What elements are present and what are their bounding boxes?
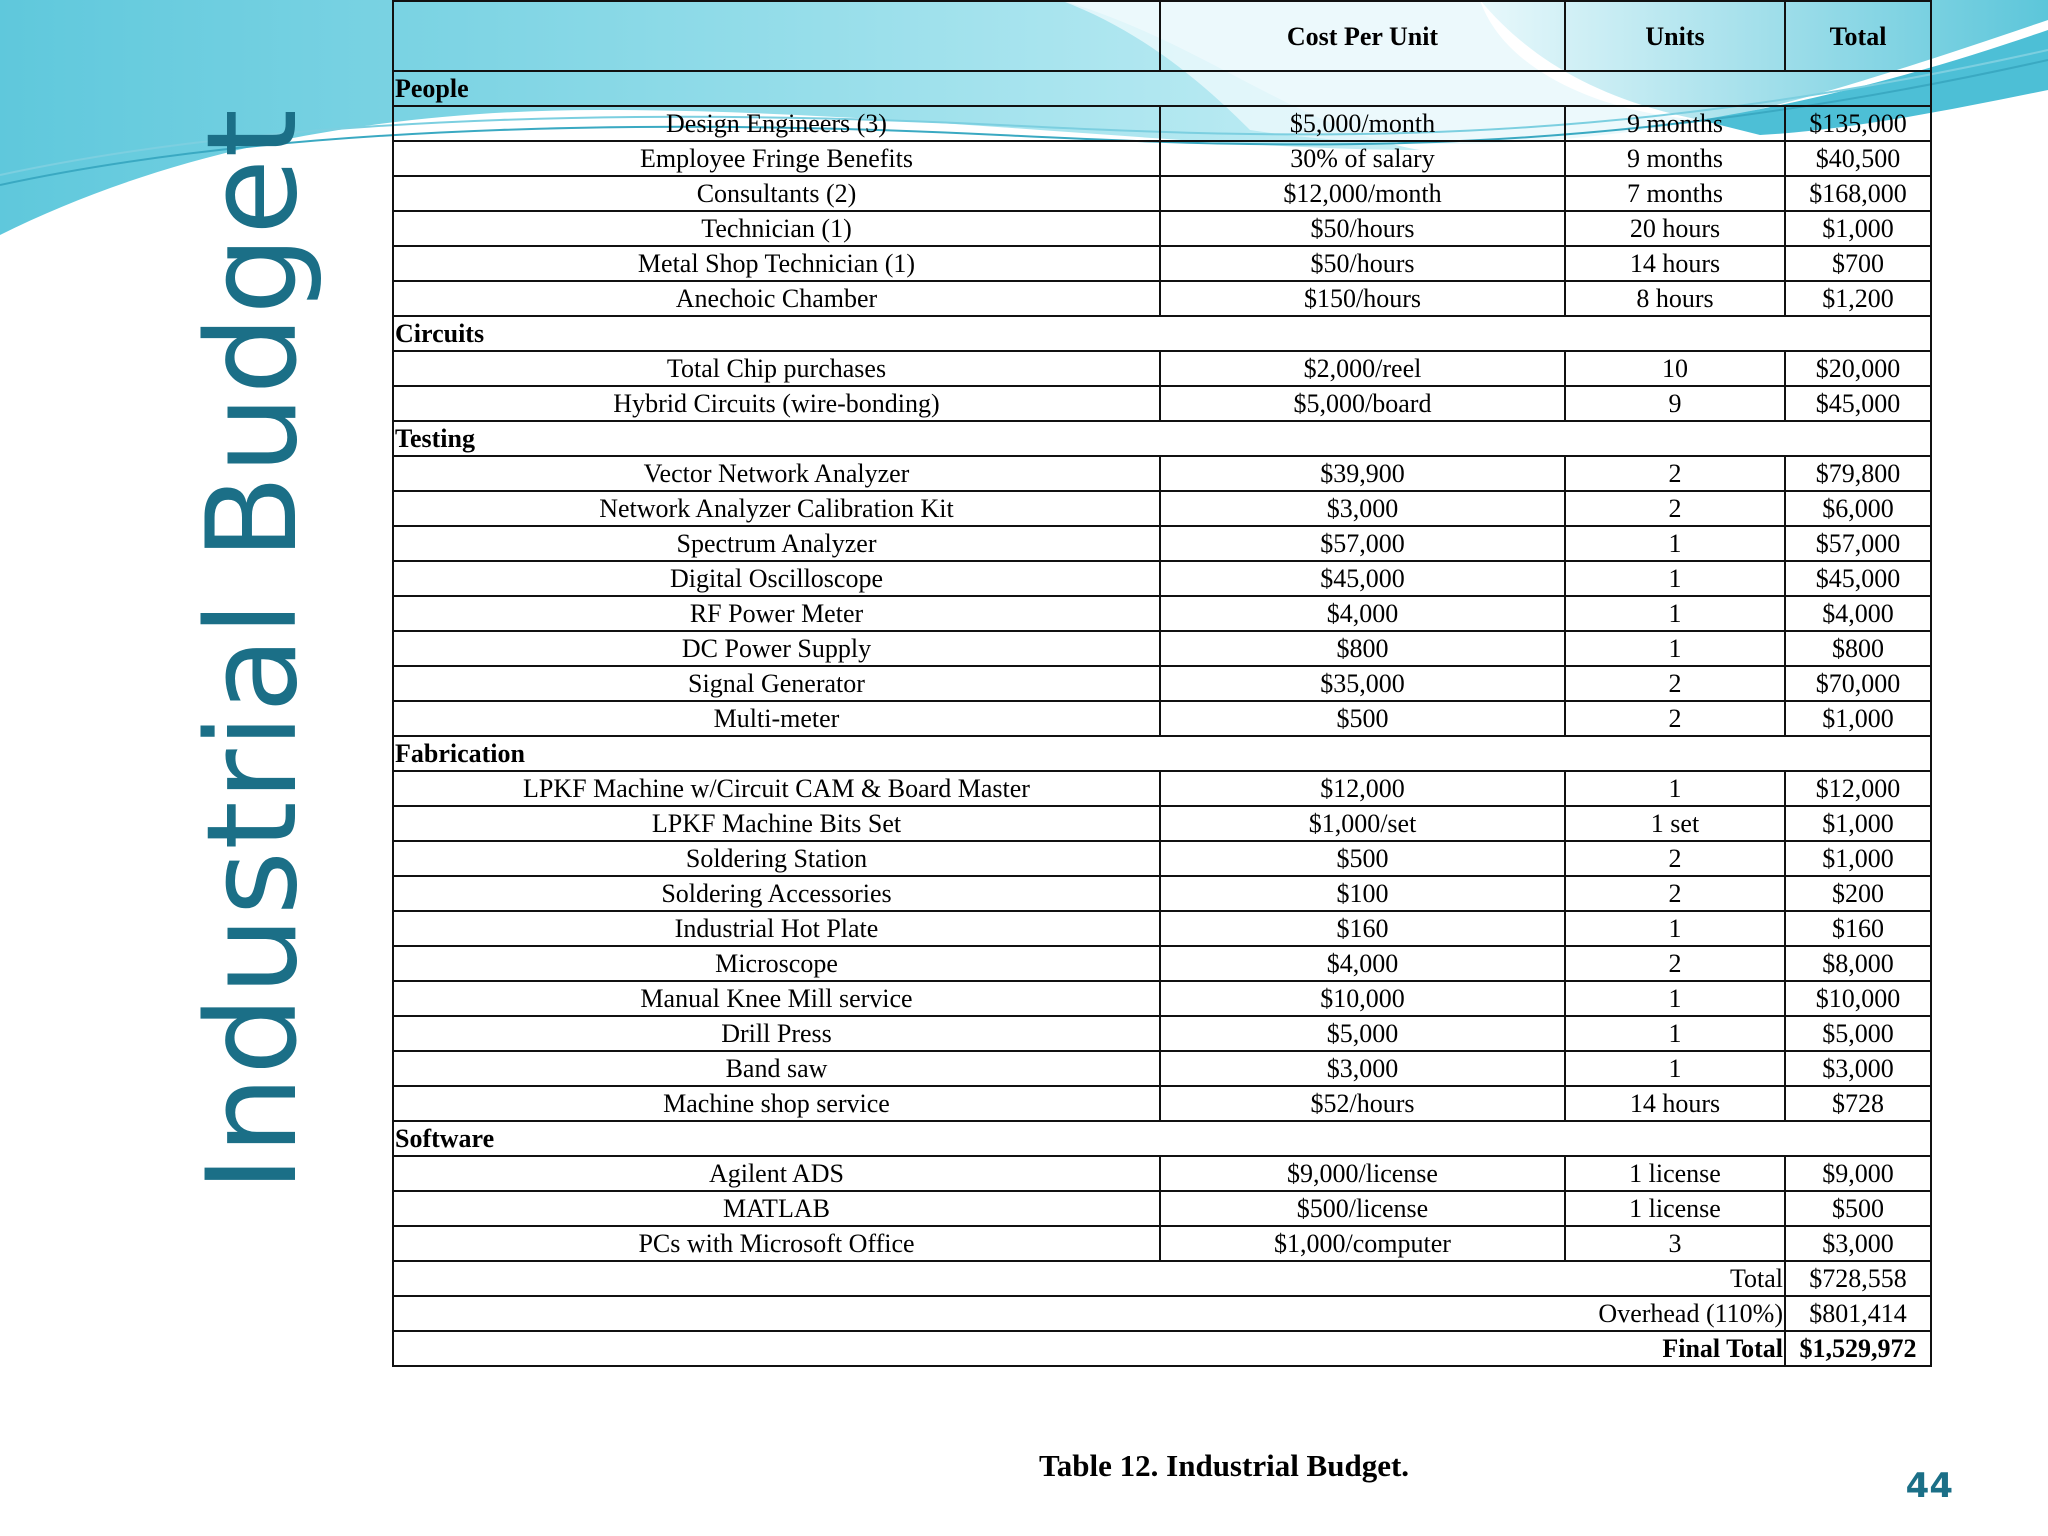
slide-title-vertical: Industrial Budget <box>181 108 325 1192</box>
cell-total: $1,000 <box>1785 211 1931 246</box>
cell-item-name: Consultants (2) <box>393 176 1160 211</box>
cell-cost-per-unit: $500/license <box>1160 1191 1565 1226</box>
cell-item-name: Multi-meter <box>393 701 1160 736</box>
cell-units: 20 hours <box>1565 211 1785 246</box>
cell-item-name: Total Chip purchases <box>393 351 1160 386</box>
cell-cost-per-unit: $5,000/month <box>1160 106 1565 141</box>
cell-total: $10,000 <box>1785 981 1931 1016</box>
cell-total: $1,000 <box>1785 806 1931 841</box>
section-label: People <box>393 71 1931 106</box>
cell-cost-per-unit: $35,000 <box>1160 666 1565 701</box>
table-row <box>393 666 1931 701</box>
cell-total: $160 <box>1785 911 1931 946</box>
cell-item-name: Anechoic Chamber <box>393 281 1160 316</box>
cell-total: $5,000 <box>1785 1016 1931 1051</box>
cell-total: $12,000 <box>1785 771 1931 806</box>
table-row <box>393 771 1931 806</box>
cell-total: $45,000 <box>1785 561 1931 596</box>
total-value: $728,558 <box>1785 1261 1931 1296</box>
cell-cost-per-unit: $150/hours <box>1160 281 1565 316</box>
cell-cost-per-unit: $12,000 <box>1160 771 1565 806</box>
cell-cost-per-unit: $9,000/license <box>1160 1156 1565 1191</box>
table-row <box>393 281 1931 316</box>
summary-row-overhead <box>393 1296 1931 1331</box>
table-row <box>393 631 1931 666</box>
cell-units: 10 <box>1565 351 1785 386</box>
cell-cost-per-unit: $4,000 <box>1160 946 1565 981</box>
cell-item-name: MATLAB <box>393 1191 1160 1226</box>
cell-total: $728 <box>1785 1086 1931 1121</box>
cell-item-name: LPKF Machine w/Circuit CAM & Board Master <box>393 771 1160 806</box>
cell-item-name: Hybrid Circuits (wire-bonding) <box>393 386 1160 421</box>
total-label: Total <box>393 1261 1785 1296</box>
final-total-value: $1,529,972 <box>1785 1331 1931 1366</box>
cell-total: $4,000 <box>1785 596 1931 631</box>
cell-units: 1 <box>1565 596 1785 631</box>
final-total-label: Final Total <box>393 1331 1785 1366</box>
cell-cost-per-unit: $10,000 <box>1160 981 1565 1016</box>
cell-item-name: Industrial Hot Plate <box>393 911 1160 946</box>
cell-total: $700 <box>1785 246 1931 281</box>
cell-units: 1 <box>1565 771 1785 806</box>
cell-item-name: Signal Generator <box>393 666 1160 701</box>
table-row <box>393 596 1931 631</box>
cell-units: 1 <box>1565 526 1785 561</box>
cell-cost-per-unit: 30% of salary <box>1160 141 1565 176</box>
cell-item-name: Manual Knee Mill service <box>393 981 1160 1016</box>
cell-item-name: Microscope <box>393 946 1160 981</box>
cell-units: 1 <box>1565 911 1785 946</box>
cell-units: 2 <box>1565 491 1785 526</box>
cell-units: 1 license <box>1565 1191 1785 1226</box>
cell-total: $70,000 <box>1785 666 1931 701</box>
cell-units: 2 <box>1565 666 1785 701</box>
page-number: 44 <box>1905 1466 1953 1506</box>
cell-units: 1 <box>1565 1051 1785 1086</box>
cell-item-name: Band saw <box>393 1051 1160 1086</box>
cell-total: $3,000 <box>1785 1051 1931 1086</box>
overhead-label: Overhead (110%) <box>393 1296 1785 1331</box>
table-row <box>393 351 1931 386</box>
cell-cost-per-unit: $100 <box>1160 876 1565 911</box>
summary-row-total <box>393 1261 1931 1296</box>
section-label: Software <box>393 1121 1931 1156</box>
cell-total: $500 <box>1785 1191 1931 1226</box>
table-row <box>393 211 1931 246</box>
table-row <box>393 1051 1931 1086</box>
table-row <box>393 1086 1931 1121</box>
cell-item-name: Spectrum Analyzer <box>393 526 1160 561</box>
table-row <box>393 176 1931 211</box>
cell-units: 2 <box>1565 841 1785 876</box>
cell-item-name: RF Power Meter <box>393 596 1160 631</box>
cell-item-name: Vector Network Analyzer <box>393 456 1160 491</box>
cell-units: 9 <box>1565 386 1785 421</box>
cell-total: $45,000 <box>1785 386 1931 421</box>
cell-cost-per-unit: $12,000/month <box>1160 176 1565 211</box>
cell-units: 1 <box>1565 981 1785 1016</box>
table-row <box>393 841 1931 876</box>
cell-units: 8 hours <box>1565 281 1785 316</box>
cell-item-name: PCs with Microsoft Office <box>393 1226 1160 1261</box>
table-row <box>393 946 1931 981</box>
header-cost-per-unit: Cost Per Unit <box>1160 1 1565 71</box>
cell-units: 14 hours <box>1565 246 1785 281</box>
table-row <box>393 106 1931 141</box>
cell-item-name: Soldering Accessories <box>393 876 1160 911</box>
cell-total: $200 <box>1785 876 1931 911</box>
header-units: Units <box>1565 1 1785 71</box>
table-row <box>393 701 1931 736</box>
cell-units: 9 months <box>1565 141 1785 176</box>
cell-item-name: Employee Fringe Benefits <box>393 141 1160 176</box>
cell-units: 1 <box>1565 1016 1785 1051</box>
table-row <box>393 141 1931 176</box>
cell-cost-per-unit: $2,000/reel <box>1160 351 1565 386</box>
section-row-fabrication <box>393 736 1931 771</box>
cell-units: 1 set <box>1565 806 1785 841</box>
table-caption-text: Table 12. Industrial Budget. <box>1038 1448 1410 1483</box>
cell-cost-per-unit: $3,000 <box>1160 1051 1565 1086</box>
section-row-software <box>393 1121 1931 1156</box>
cell-cost-per-unit: $45,000 <box>1160 561 1565 596</box>
header-item <box>393 1 1160 71</box>
cell-cost-per-unit: $160 <box>1160 911 1565 946</box>
cell-total: $3,000 <box>1785 1226 1931 1261</box>
cell-cost-per-unit: $800 <box>1160 631 1565 666</box>
overhead-value: $801,414 <box>1785 1296 1931 1331</box>
cell-cost-per-unit: $1,000/computer <box>1160 1226 1565 1261</box>
table-row <box>393 561 1931 596</box>
table-row <box>393 456 1931 491</box>
section-label: Circuits <box>393 316 1931 351</box>
table-row <box>393 526 1931 561</box>
cell-item-name: Soldering Station <box>393 841 1160 876</box>
cell-total: $800 <box>1785 631 1931 666</box>
table-row <box>393 1156 1931 1191</box>
cell-cost-per-unit: $3,000 <box>1160 491 1565 526</box>
cell-total: $20,000 <box>1785 351 1931 386</box>
cell-cost-per-unit: $500 <box>1160 841 1565 876</box>
cell-total: $135,000 <box>1785 106 1931 141</box>
section-row-people <box>393 71 1931 106</box>
cell-item-name: Machine shop service <box>393 1086 1160 1121</box>
cell-units: 3 <box>1565 1226 1785 1261</box>
table-row <box>393 1016 1931 1051</box>
cell-total: $57,000 <box>1785 526 1931 561</box>
cell-total: $1,000 <box>1785 701 1931 736</box>
cell-item-name: Digital Oscilloscope <box>393 561 1160 596</box>
cell-item-name: Network Analyzer Calibration Kit <box>393 491 1160 526</box>
table-row <box>393 386 1931 421</box>
table-row <box>393 491 1931 526</box>
cell-item-name: Agilent ADS <box>393 1156 1160 1191</box>
cell-cost-per-unit: $50/hours <box>1160 211 1565 246</box>
cell-units: 2 <box>1565 876 1785 911</box>
cell-item-name: Design Engineers (3) <box>393 106 1160 141</box>
cell-total: $1,000 <box>1785 841 1931 876</box>
cell-cost-per-unit: $39,900 <box>1160 456 1565 491</box>
cell-total: $168,000 <box>1785 176 1931 211</box>
cell-units: 2 <box>1565 456 1785 491</box>
cell-units: 2 <box>1565 946 1785 981</box>
cell-units: 14 hours <box>1565 1086 1785 1121</box>
section-row-testing <box>393 421 1931 456</box>
budget-table <box>392 0 1932 1367</box>
cell-item-name: LPKF Machine Bits Set <box>393 806 1160 841</box>
cell-cost-per-unit: $4,000 <box>1160 596 1565 631</box>
cell-item-name: Technician (1) <box>393 211 1160 246</box>
cell-cost-per-unit: $1,000/set <box>1160 806 1565 841</box>
cell-units: 7 months <box>1565 176 1785 211</box>
cell-cost-per-unit: $52/hours <box>1160 1086 1565 1121</box>
cell-units: 1 <box>1565 631 1785 666</box>
budget-table-body <box>393 71 1931 1366</box>
cell-units: 1 license <box>1565 1156 1785 1191</box>
header-total: Total <box>1785 1 1931 71</box>
table-header-row <box>393 1 1931 71</box>
cell-cost-per-unit: $57,000 <box>1160 526 1565 561</box>
cell-total: $79,800 <box>1785 456 1931 491</box>
cell-units: 2 <box>1565 701 1785 736</box>
cell-total: $6,000 <box>1785 491 1931 526</box>
cell-cost-per-unit: $5,000/board <box>1160 386 1565 421</box>
cell-cost-per-unit: $5,000 <box>1160 1016 1565 1051</box>
table-row <box>393 911 1931 946</box>
section-label: Fabrication <box>393 736 1931 771</box>
cell-total: $40,500 <box>1785 141 1931 176</box>
cell-item-name: Drill Press <box>393 1016 1160 1051</box>
cell-total: $9,000 <box>1785 1156 1931 1191</box>
cell-units: 9 months <box>1565 106 1785 141</box>
cell-units: 1 <box>1565 561 1785 596</box>
cell-cost-per-unit: $500 <box>1160 701 1565 736</box>
cell-cost-per-unit: $50/hours <box>1160 246 1565 281</box>
table-row <box>393 876 1931 911</box>
cell-item-name: DC Power Supply <box>393 631 1160 666</box>
table-row <box>393 1226 1931 1261</box>
table-row <box>393 981 1931 1016</box>
table-caption <box>0 1448 2048 1484</box>
cell-item-name: Metal Shop Technician (1) <box>393 246 1160 281</box>
section-label: Testing <box>393 421 1931 456</box>
table-row <box>393 1191 1931 1226</box>
cell-total: $8,000 <box>1785 946 1931 981</box>
table-row <box>393 246 1931 281</box>
table-row <box>393 806 1931 841</box>
summary-row-final-total <box>393 1331 1931 1366</box>
cell-total: $1,200 <box>1785 281 1931 316</box>
section-row-circuits <box>393 316 1931 351</box>
